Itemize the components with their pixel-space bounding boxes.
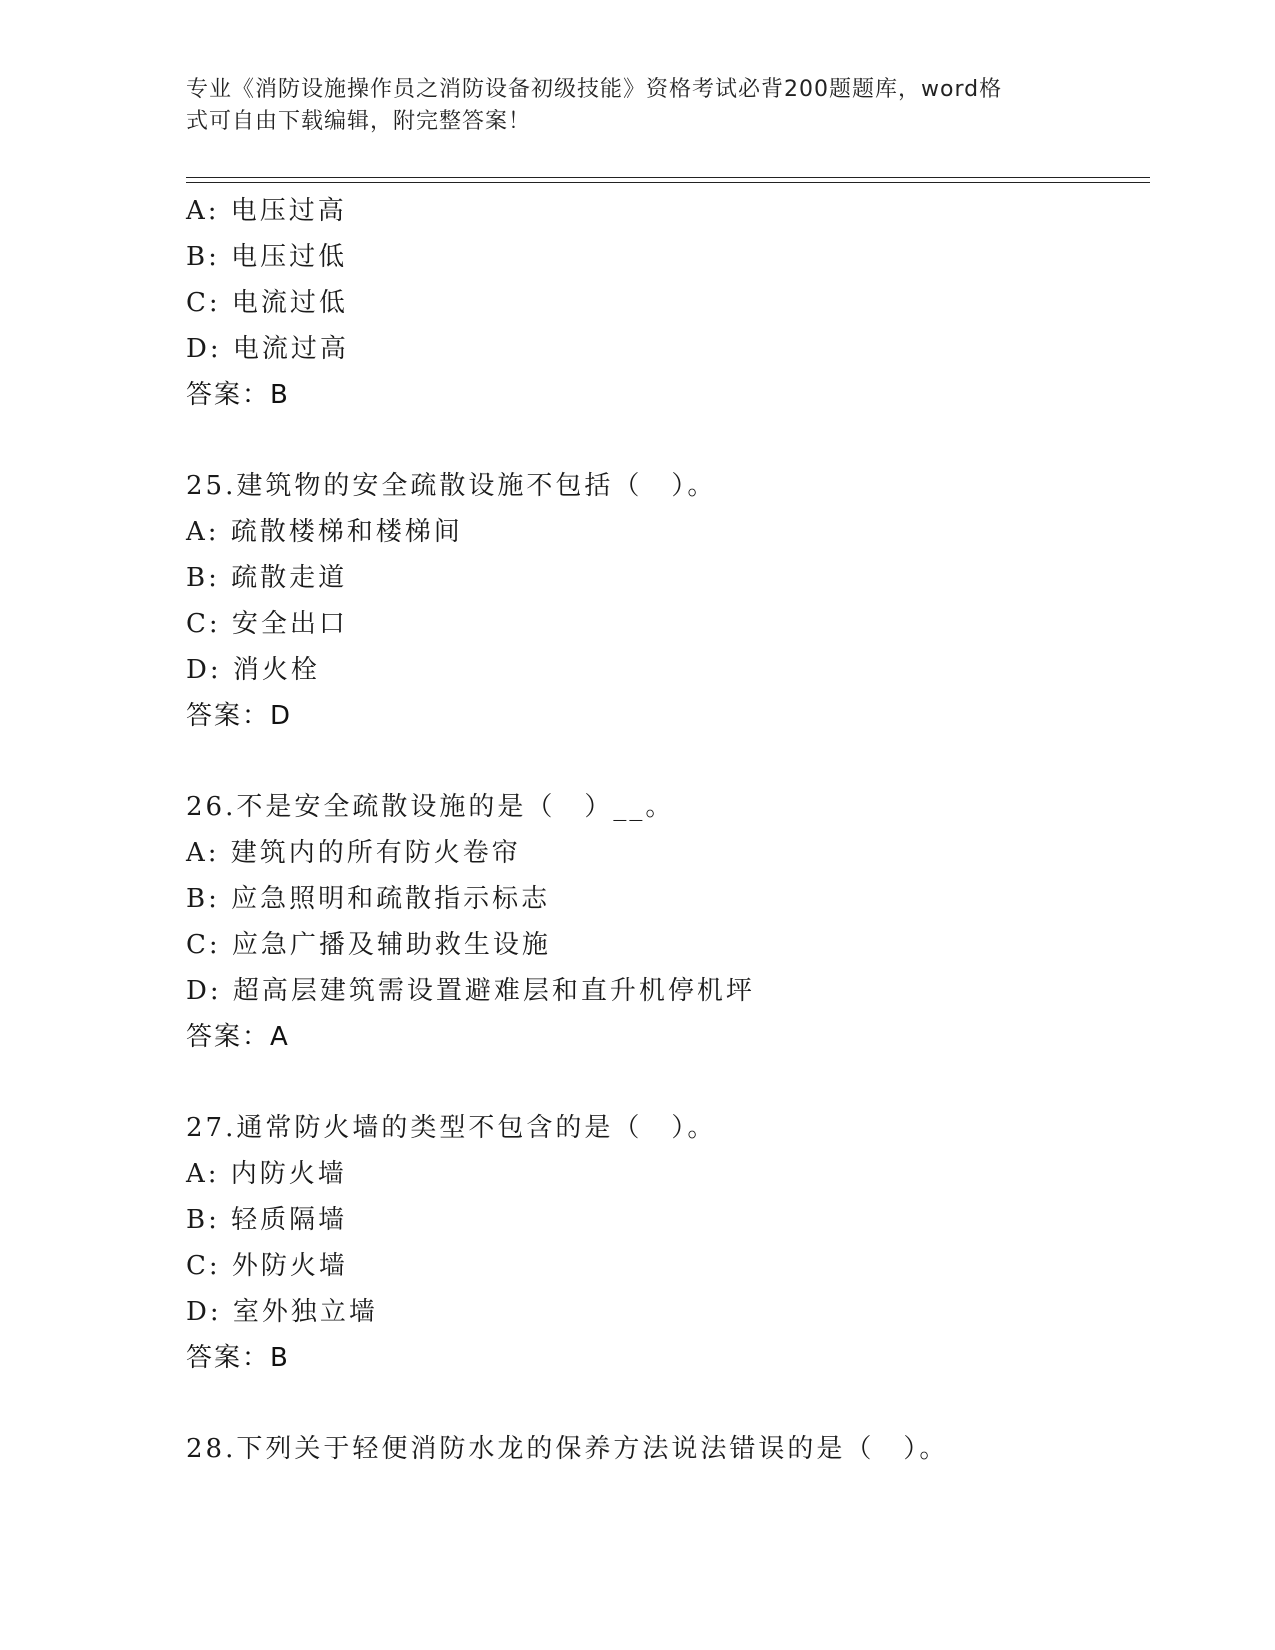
- option-b: B: 疏散走道: [186, 563, 348, 593]
- answer-line: 答案：B: [186, 1343, 290, 1373]
- block-spacer: [186, 739, 1146, 784]
- question-block: [186, 463, 1146, 739]
- option-c: C: 应急广播及辅助救生设施: [186, 930, 551, 960]
- option-a: A: 建筑内的所有防火卷帘: [186, 838, 521, 868]
- question-block: [186, 784, 1146, 1060]
- option-c: C: 外防火墙: [186, 1251, 348, 1281]
- question-block: [186, 1426, 1146, 1472]
- option-d: D: 电流过高: [186, 334, 349, 364]
- question-text: 28.下列关于轻便消防水龙的保养方法说法错误的是（ ）。: [186, 1434, 949, 1464]
- question-text: 25.建筑物的安全疏散设施不包括（ ）。: [186, 471, 717, 501]
- option-d: D: 超高层建筑需设置避难层和直升机停机坪: [186, 976, 755, 1006]
- option-d: D: 消火栓: [186, 655, 320, 685]
- option-b: B: 应急照明和疏散指示标志: [186, 884, 551, 914]
- question-text: 27.通常防火墙的类型不包含的是（ ）。: [186, 1113, 717, 1143]
- question-block: [186, 188, 1146, 418]
- block-spacer: [186, 1060, 1146, 1105]
- option-b: B: 电压过低: [186, 242, 348, 272]
- option-d: D: 室外独立墙: [186, 1297, 378, 1327]
- option-a: A: 内防火墙: [186, 1159, 347, 1189]
- header-divider-top: [186, 177, 1150, 178]
- header-line-1: 专业《消防设施操作员之消防设备初级技能》资格考试必背200题题库，word格: [186, 77, 1003, 102]
- question-list: [186, 188, 1146, 1472]
- option-a: A: 电压过高: [186, 196, 347, 226]
- option-c: C: 安全出口: [186, 609, 348, 639]
- answer-line: 答案：B: [186, 380, 290, 410]
- question-block: [186, 1105, 1146, 1381]
- block-spacer: [186, 418, 1146, 463]
- block-spacer: [186, 1381, 1146, 1426]
- question-text: 26.不是安全疏散设施的是（ ）__。: [186, 792, 675, 822]
- option-c: C: 电流过低: [186, 288, 348, 318]
- header-divider-bottom: [186, 182, 1150, 183]
- answer-line: 答案：D: [186, 701, 293, 731]
- answer-line: 答案：A: [186, 1022, 290, 1052]
- option-b: B: 轻质隔墙: [186, 1205, 348, 1235]
- document-header: [186, 74, 1066, 138]
- option-a: A: 疏散楼梯和楼梯间: [186, 517, 463, 547]
- header-line-2: 式可自由下载编辑，附完整答案！: [186, 109, 532, 134]
